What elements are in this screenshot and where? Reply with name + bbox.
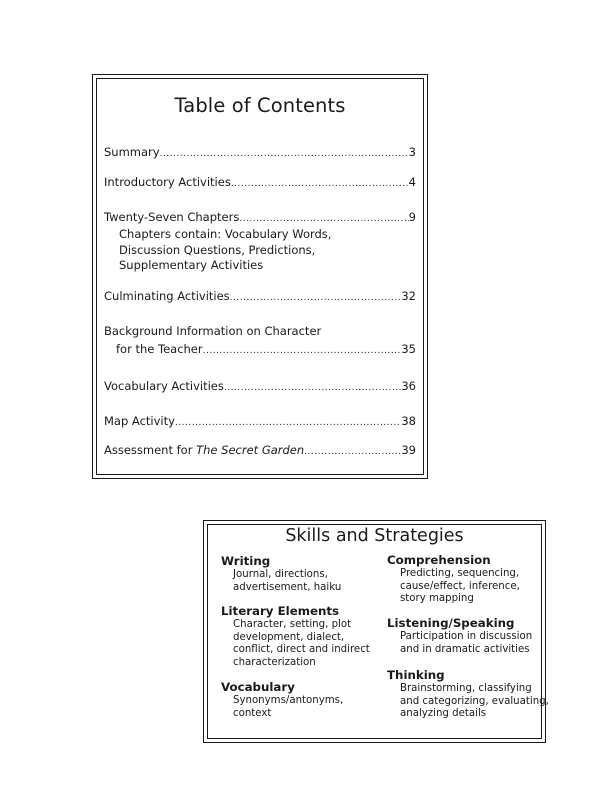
toc-entry-label: Assessment for bbox=[104, 443, 197, 457]
toc-page-number: 35 bbox=[401, 342, 416, 356]
toc-entry-label: Introductory Activities bbox=[104, 175, 231, 189]
toc-entry-background bbox=[104, 324, 416, 356]
toc-entry-summary bbox=[104, 145, 416, 159]
toc-entry-label: Summary bbox=[104, 145, 160, 159]
toc-entry-map bbox=[104, 414, 416, 428]
toc-entry-label-continued: for the Teacher bbox=[116, 342, 203, 356]
book-title: The Secret Garden bbox=[196, 443, 305, 457]
toc-entry-label: Vocabulary Activities bbox=[104, 379, 224, 393]
skill-heading-writing: Writing bbox=[221, 554, 271, 568]
skill-description-literary-elements: Character, setting, plot development, dialect, conflict, direct and indirect characterization bbox=[233, 619, 370, 668]
toc-page-number: 3 bbox=[408, 145, 416, 159]
skill-description-listening-speaking: Participation in discussion and in dramatic activities bbox=[400, 631, 533, 655]
toc-page-number: 39 bbox=[401, 443, 416, 457]
toc-page-number: 38 bbox=[401, 414, 416, 428]
toc-page-number: 36 bbox=[401, 379, 416, 393]
skill-heading-thinking: Thinking bbox=[387, 668, 445, 682]
skill-description-comprehension: Predicting, sequencing, cause/effect, inference, story mapping bbox=[400, 568, 520, 604]
skill-description-writing: Journal, directions, advertisement, haiku bbox=[233, 569, 342, 593]
toc-page-number: 9 bbox=[408, 210, 416, 224]
toc-entry-assessment bbox=[104, 443, 416, 457]
skill-heading-literary-elements: Literary Elements bbox=[221, 604, 340, 618]
toc-page-number: 32 bbox=[401, 289, 416, 303]
toc-page-number: 4 bbox=[408, 175, 416, 189]
toc-title: Table of Contents bbox=[174, 94, 346, 117]
toc-entry-description: Discussion Questions, Predictions, bbox=[119, 242, 316, 257]
skill-description-vocabulary: Synonyms/antonyms, context bbox=[233, 695, 344, 719]
toc-entry-chapters bbox=[104, 210, 416, 274]
toc-entry-introductory bbox=[104, 175, 416, 189]
toc-entry-description: Supplementary Activities bbox=[119, 258, 264, 272]
skills-title: Skills and Strategies bbox=[285, 526, 464, 546]
toc-entry-label: Background Information on Character bbox=[104, 324, 322, 338]
skill-description-thinking: Brainstorming, classifying and categorizing, evaluating, analyzing details bbox=[400, 683, 549, 719]
skill-heading-comprehension: Comprehension bbox=[387, 553, 491, 567]
toc-entry-label: Map Activity bbox=[104, 414, 175, 428]
toc-entry-label: Twenty-Seven Chapters bbox=[104, 210, 240, 224]
skill-heading-listening-speaking: Listening/Speaking bbox=[387, 616, 515, 630]
toc-entry-culminating bbox=[104, 289, 416, 303]
toc-entry-label: Culminating Activities bbox=[104, 289, 230, 303]
toc-entry-vocabulary bbox=[104, 379, 416, 393]
toc-entry-description: Chapters contain: Vocabulary Words, bbox=[119, 227, 332, 241]
skill-heading-vocabulary: Vocabulary bbox=[221, 680, 295, 694]
